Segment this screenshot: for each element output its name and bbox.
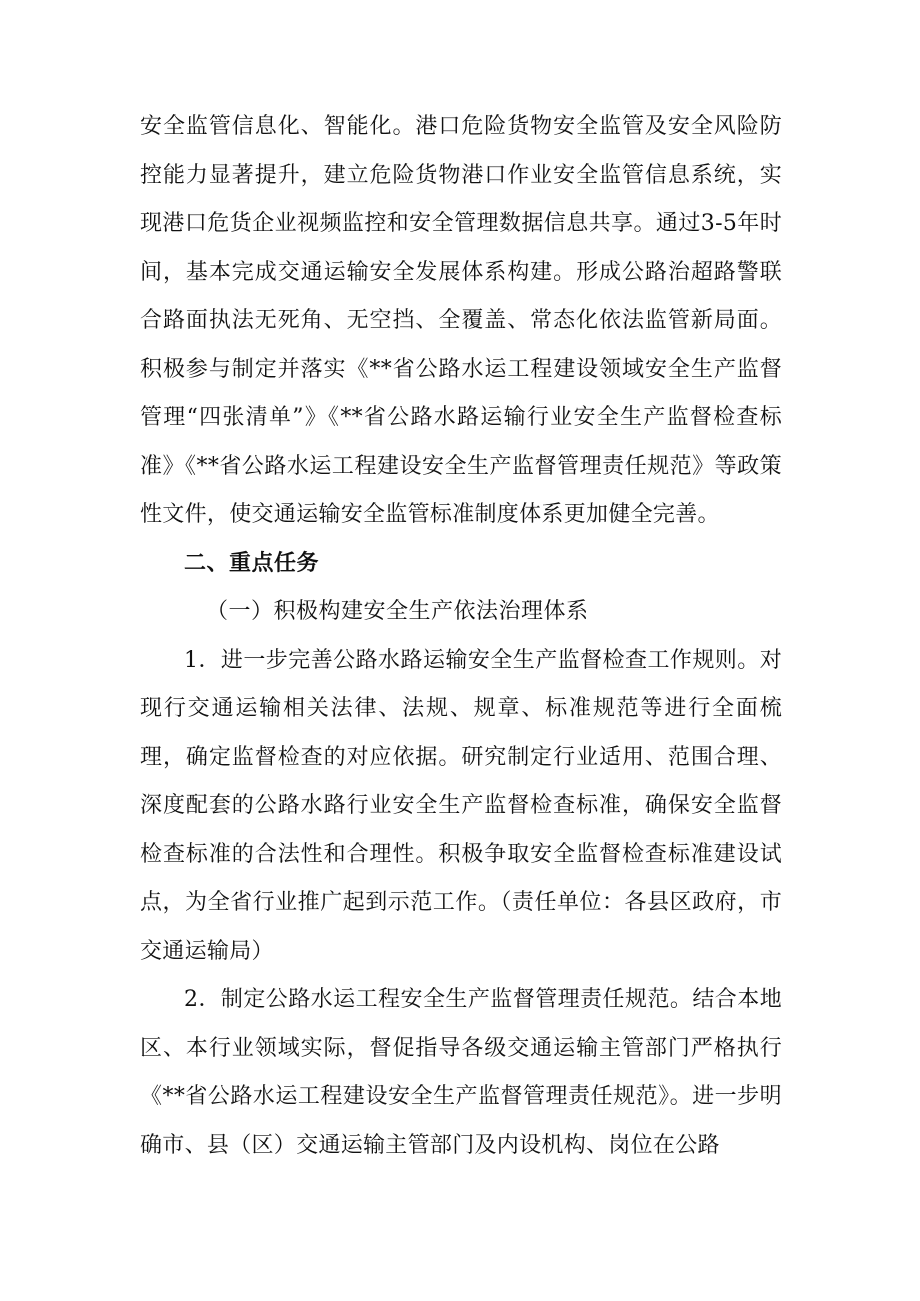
intro-paragraph: 安全监管信息化、智能化。港口危险货物安全监管及安全风险防控能力显著提升，建立危险货物港口作业安全监管信息系统，实现港口危货企业视频监控和安全管理数据信息共享。通过3-5年时间，基本完成交通运输安全发展体系构建。形成公路治超路警联合路面执法无死角、无空挡、全覆盖、常态化依法监管新局面。积极参与制定并落实《**省公路水运工程建设领域安全生产监督管理“四张清单”》《**省公路水路运输行业安全生产监督检查标准》《**省公路水运工程建设安全生产监督管理责任规范》等政策性文件，使交通运输安全监管标准制度体系更加健全完善。 (140, 114, 782, 527)
subsection-heading: （一）积极构建安全生产依法治理体系 (206, 599, 589, 624)
document-body (140, 103, 782, 1170)
task-item-2: 2．制定公路水运工程安全生产监督管理责任规范。结合本地区、本行业领域实际，督促指导各级交通运输主管部门严格执行《**省公路水运工程建设安全生产监督管理责任规范》。进一步明确市、县（区）交通运输主管部门及内设机构、岗位在公路 (140, 987, 782, 1158)
section-heading: 二、重点任务 (184, 550, 320, 576)
task-item-1: 1．进一步完善公路水路运输安全生产监督检查工作规则。对现行交通运输相关法律、法规、规章、标准规范等进行全面梳理，确定监督检查的对应依据。研究制定行业适用、范围合理、深度配套的公路水路行业安全生产监督检查标准，确保安全监督检查标准的合法性和合理性。积极争取安全监督检查标准建设试点，为全省行业推广起到示范工作。（责任单位：各县区政府，市交通运输局） (140, 647, 782, 964)
